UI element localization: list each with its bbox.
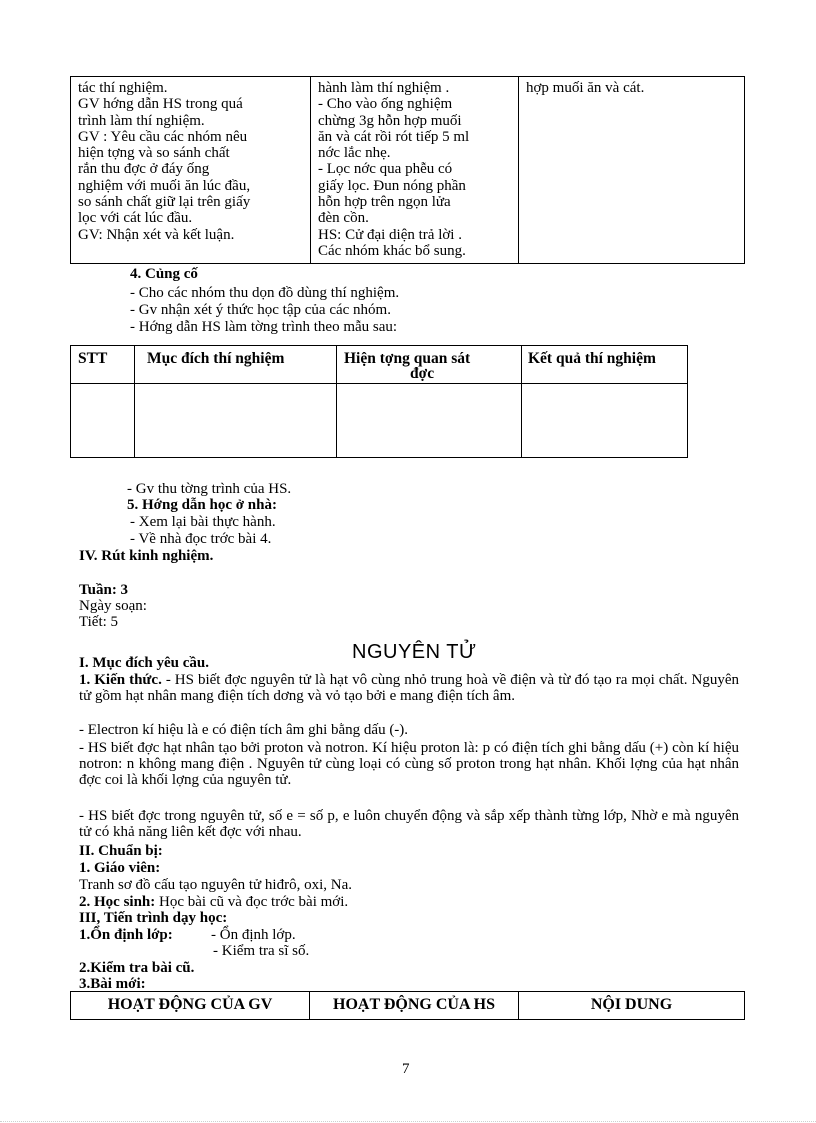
activity-header-table bbox=[70, 991, 745, 1020]
empty-cell bbox=[71, 384, 135, 458]
cell-text-line: trình làm thí nghiệm. bbox=[78, 112, 205, 129]
check-attendance-item: - Kiểm tra sĩ số. bbox=[213, 943, 310, 959]
cell-text-line: chừng 3g hỗn hợp muối bbox=[318, 112, 462, 129]
cell-text-line: ăn và cát rồi rót tiếp 5 ml bbox=[318, 128, 470, 145]
cell-text-line: GV : Yêu cầu các nhóm nêu bbox=[78, 128, 248, 145]
header-stt: STT bbox=[71, 346, 135, 384]
cell-text-line: - Lọc nớc qua phễu có bbox=[318, 161, 453, 178]
empty-cell bbox=[135, 384, 337, 458]
section-II-heading: II. Chuẩn bị: bbox=[79, 843, 163, 859]
electron-layers-paragraph: - HS biết đợc trong nguyên tử, số e = số p, e luôn chuyển động và sắp xếp thành từng lớp, Nhờ e mà nguyên tử có khả năng liên kết đợc với nhau. bbox=[79, 808, 739, 841]
check-old-lesson: 2.Kiểm tra bài cũ. bbox=[79, 960, 195, 976]
cell-text-line: hiện tợng và so sánh chất bbox=[78, 145, 230, 162]
cell-text-line: rắn thu đợc ở đáy ống bbox=[78, 161, 210, 178]
section-4-heading: 4. Củng cố bbox=[130, 266, 198, 282]
cell-text-line: hợp muối ăn và cát. bbox=[526, 80, 645, 96]
cell-text-line: nghiệm với muối ăn lúc đầu, bbox=[78, 177, 251, 194]
student-activity-cell bbox=[311, 77, 519, 264]
proton-paragraph: - HS biết đợc hạt nhân tạo bởi proton và notron. Kí hiệu proton là: p có điện tích ghi bằng dấu (+) còn kí hiệu notron: n không mang điện . Nguyên tử cùng loại có cùng số proton trong hạt nhân. Khối lợng của hạt nhân đợc coi là khối lợng của nguyên tử. bbox=[79, 740, 739, 789]
electron-paragraph: - Electron kí hiệu là e có điện tích âm ghi bằng dấu (-). bbox=[79, 722, 409, 738]
header-result: Kết quả thí nghiệm bbox=[522, 346, 688, 384]
prep-date-label: Ngày soạn: bbox=[79, 598, 147, 614]
teacher-activity-cell bbox=[71, 77, 311, 264]
cell-text-line: giấy lọc. Đun nóng phần bbox=[318, 177, 466, 194]
stabilize-class-item: - Ổn định lớp. bbox=[211, 927, 296, 943]
header-teacher-activity: HOẠT ĐỘNG CỦA GV bbox=[71, 992, 310, 1020]
cell-text-line: lọc với cát lúc đầu. bbox=[78, 210, 193, 227]
empty-cell bbox=[522, 384, 688, 458]
lesson-number-label: Tiết: 5 bbox=[79, 614, 119, 630]
cell-text-line: HS: Cử đại diện trả lời . bbox=[318, 226, 462, 243]
header-purpose: Mục đích thí nghiệm bbox=[135, 346, 337, 384]
section-5-item: - Xem lại bài thực hành. bbox=[130, 514, 276, 530]
teacher-prep-text: Tranh sơ đồ cấu tạo nguyên tử hiđrô, oxi, Na. bbox=[79, 877, 352, 893]
cell-text-line: nớc lắc nhẹ. bbox=[318, 145, 391, 162]
cell-text-line: GV hớng dẫn HS trong quá bbox=[78, 96, 243, 113]
header-observation: Hiện tợng quan sát đợc bbox=[337, 346, 522, 384]
cell-text-line: GV: Nhận xét và kết luận. bbox=[78, 226, 235, 243]
cell-text-line: hỗn hợp trên ngọn lửa bbox=[318, 194, 451, 211]
stabilize-class-line: 1.Ổn định lớp: bbox=[79, 927, 173, 943]
week-label: Tuần: 3 bbox=[79, 582, 129, 598]
cell-text-line: - Cho vào ống nghiệm bbox=[318, 96, 453, 113]
lesson-activity-table-continued bbox=[70, 76, 745, 264]
section-IV-heading: IV. Rút kinh nghiệm. bbox=[79, 548, 214, 564]
section-4-item: - Cho các nhóm thu dọn đồ dùng thí nghiệm. bbox=[130, 285, 400, 301]
content-cell bbox=[519, 77, 745, 264]
header-student-activity: HOẠT ĐỘNG CỦA HS bbox=[310, 992, 519, 1020]
section-5-item: - Về nhà đọc trớc bài 4. bbox=[130, 531, 272, 547]
section-III-heading: III, Tiến trình dạy học: bbox=[79, 910, 228, 926]
cell-text-line: hành làm thí nghiệm . bbox=[318, 80, 450, 96]
section-4-item: - Hớng dẫn HS làm tờng trình theo mẫu sau: bbox=[130, 319, 398, 335]
teacher-prep-heading: 1. Giáo viên: bbox=[79, 860, 161, 876]
cell-text-line: đèn cồn. bbox=[318, 210, 369, 227]
section-4-item: - Gv nhận xét ý thức học tập của các nhóm. bbox=[130, 302, 391, 318]
new-lesson-heading: 3.Bài mới: bbox=[79, 976, 146, 992]
section-5-heading: 5. Hớng dẫn học ở nhà: bbox=[127, 497, 277, 513]
student-prep-line: 2. Học sinh: Học bài cũ và đọc trớc bài mới. bbox=[79, 894, 349, 910]
knowledge-paragraph: 1. Kiến thức. - HS biết đợc nguyên tử là hạt vô cùng nhỏ trung hoà về điện và từ đó tạo ra mọi chất. Nguyên tử gồm hạt nhân mang điện tích dơng và vỏ tạo bởi e mang điện tích âm. bbox=[79, 672, 739, 705]
collect-report: - Gv thu tờng trình của HS. bbox=[127, 481, 292, 497]
section-I-heading: I. Mục đích yêu cầu. bbox=[79, 655, 210, 671]
cell-text-line: tác thí nghiệm. bbox=[78, 80, 168, 96]
cell-text-line: Các nhóm khác bổ sung. bbox=[318, 242, 466, 259]
page-number: 7 bbox=[402, 1061, 410, 1077]
lesson-title: NGUYÊN TỬ bbox=[352, 641, 477, 663]
empty-cell bbox=[337, 384, 522, 458]
page-footer-divider bbox=[0, 1121, 816, 1122]
header-content: NỘI DUNG bbox=[519, 992, 745, 1020]
report-template-table bbox=[70, 345, 688, 458]
cell-text-line: so sánh chất giữ lại trên giấy bbox=[78, 194, 251, 211]
